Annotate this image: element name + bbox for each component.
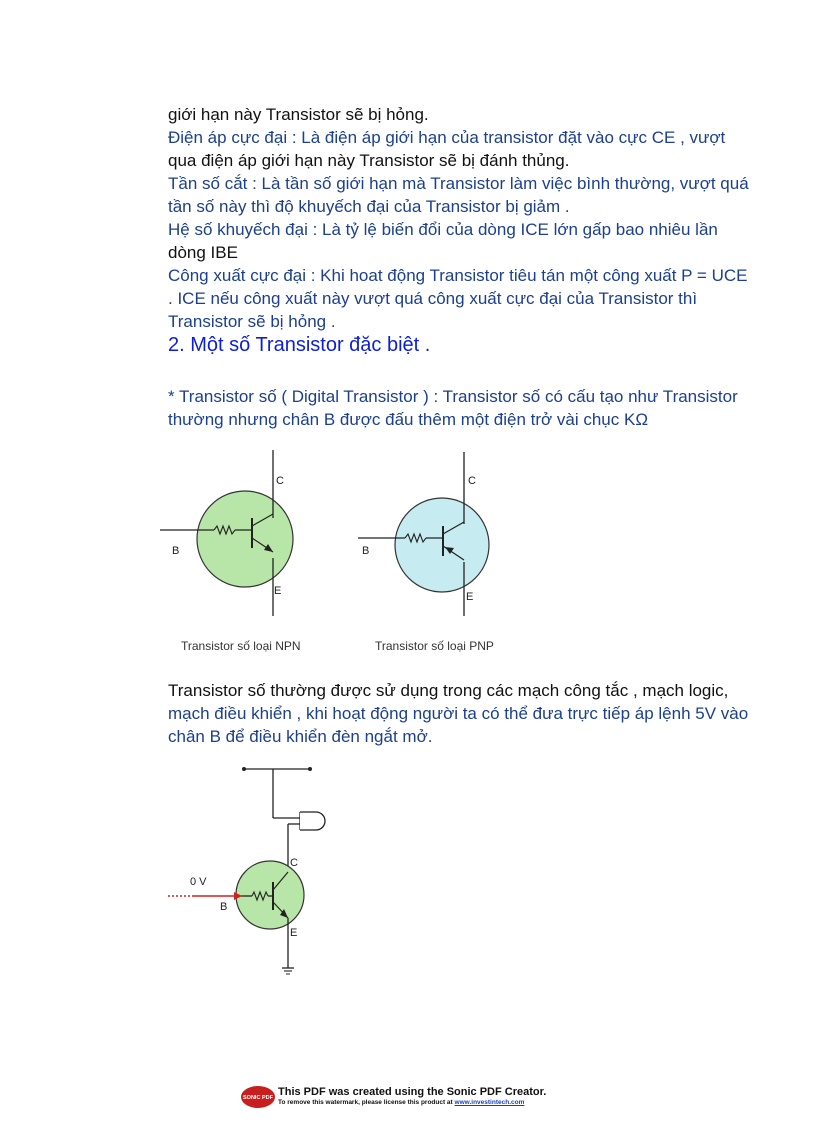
npn-e-label: E [274,585,282,597]
paragraph-line: mạch điều khiển , khi hoạt động người ta có thể đưa trực tiếp áp lệnh 5V vào [168,704,749,723]
e-label: E [290,927,298,939]
paragraph-line: * Transistor số ( Digital Transistor ) : Transistor số có cấu tạo như Transistor [168,387,738,406]
c-label: C [290,857,298,869]
pnp-c-label: C [468,475,476,487]
paragraph-line: Công xuất cực đại : Khi hoat động Transistor tiêu tán một công xuất P = UCE [168,266,748,285]
svg-text:SONIC PDF: SONIC PDF [243,1095,273,1101]
pnp-caption: Transistor số loại PNP [375,639,494,653]
paragraph-line: Transistor số thường được sử dụng trong các mạch công tắc , mạch logic, [168,681,729,700]
pnp-e-label: E [466,591,474,603]
input-arrow-icon [168,892,242,900]
npn-c-label: C [276,475,284,487]
watermark-title: This PDF was created using the Sonic PDF Creator. [278,1086,547,1098]
paragraph-line: giới hạn này Transistor sẽ bị hỏng. [168,105,429,124]
paragraph-line: Điện áp cực đại : Là điện áp giới hạn của transistor đặt vào cực CE , vượt [168,128,726,147]
npn-transistor-symbol [160,450,293,616]
paragraph-line: . ICE nếu công xuất này vượt quá công xuất cực đại của Transistor thì [168,289,698,308]
paragraph-line: chân B để điều khiển đèn ngắt mở. [168,727,433,746]
paragraph-line: qua điện áp giới hạn này Transistor sẽ bị đánh thủng. [168,151,570,170]
lamp-icon [288,812,325,830]
npn-b-label: B [172,545,180,557]
ground-icon [282,968,294,974]
paragraph-line: dòng IBE [168,243,238,262]
watermark-link[interactable]: www.investintech.com [454,1099,525,1106]
voltage-label: 0 V [190,876,207,888]
pnp-b-label: B [362,545,370,557]
switch-circuit-figure [160,760,360,980]
watermark-notice [278,1099,524,1106]
section-heading: 2. Một số Transistor đặc biệt . [168,334,431,356]
paragraph-line: Tần số cắt : Là tần số giới hạn mà Transistor làm việc bình thường, vượt quá [168,174,749,193]
watermark-notice-text: To remove this watermark, please license this product at [278,1099,453,1106]
digital-transistor-figure [160,448,520,628]
npn-caption: Transistor số loại NPN [181,639,301,653]
b-label: B [220,901,228,913]
paragraph-line: tần số này thì độ khuyếch đại của Transistor bị giảm . [168,197,570,216]
paragraph-line: thường nhưng chân B được đấu thêm một điện trở vài chục KΩ [168,410,649,429]
paragraph-line: Hệ số khuyếch đại : Là tỷ lệ biến đổi của dòng ICE lớn gấp bao nhiêu lần [168,220,718,239]
sonic-pdf-logo [240,1085,276,1109]
digital-npn-transistor [236,861,304,929]
pnp-transistor-symbol [358,452,489,616]
paragraph-line: Transistor sẽ bị hỏng . [168,312,336,331]
sonic-pdf-watermark [240,1085,600,1111]
